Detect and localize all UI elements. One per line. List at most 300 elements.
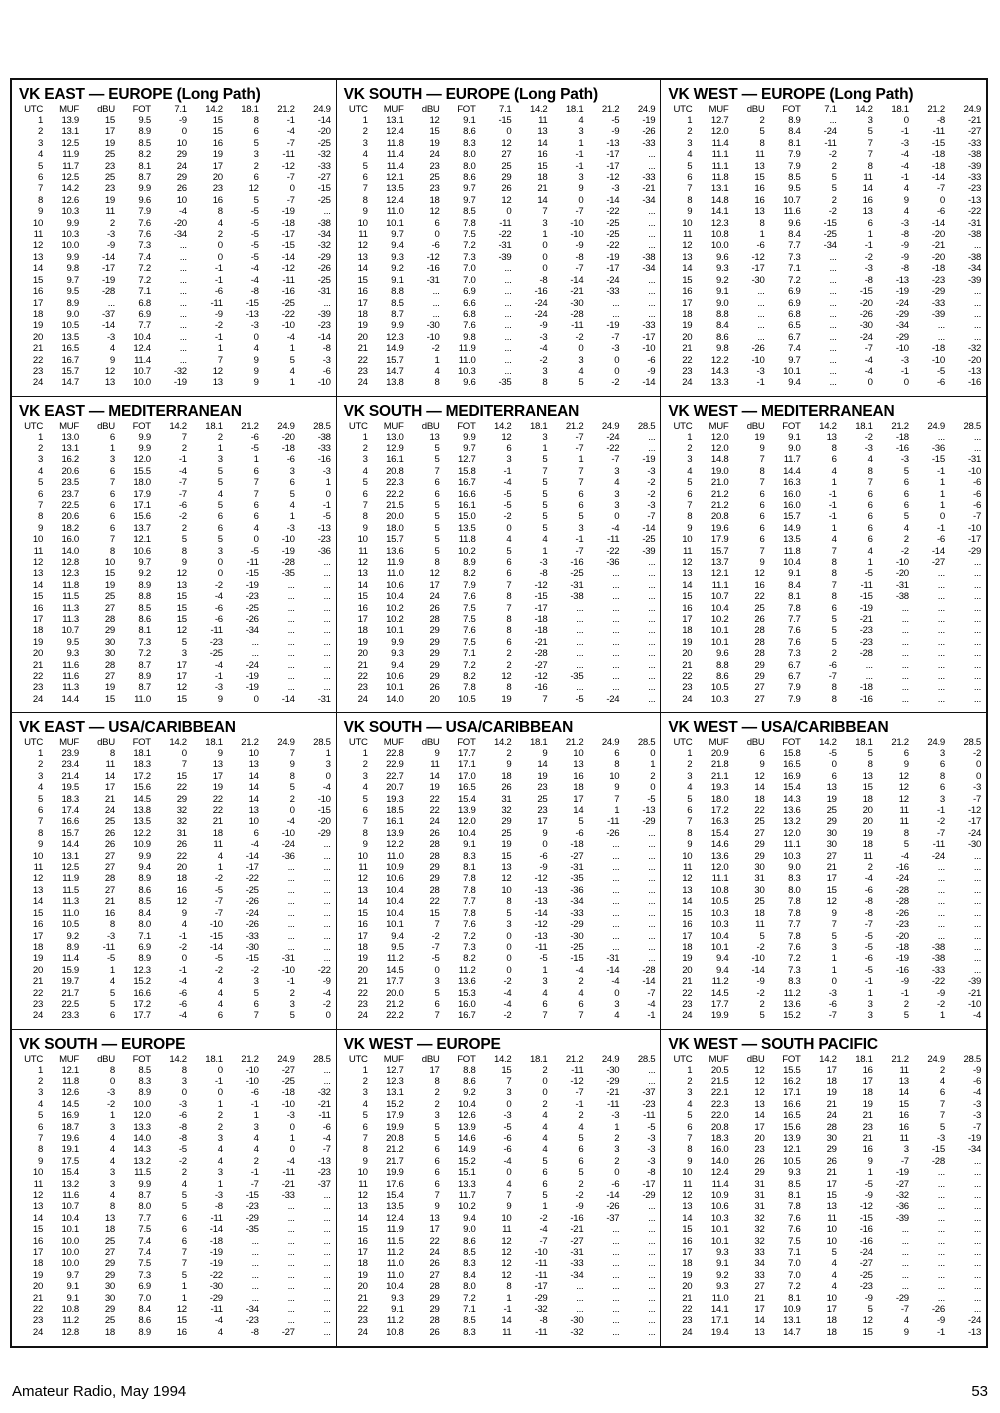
table-cell: 6 [687, 1121, 693, 1133]
table-cell: 7 [542, 465, 548, 477]
table-cell: 9 [759, 556, 765, 568]
table-row [19, 748, 331, 759]
table-cell: ... [937, 636, 945, 648]
table-row [668, 942, 981, 953]
table-row [668, 771, 981, 782]
table-cell: ... [251, 1292, 259, 1304]
table-cell: -15 [931, 137, 945, 149]
table-cell: 24 [176, 160, 187, 172]
table-row [19, 489, 331, 500]
table-cell: 17 [176, 659, 187, 671]
table-cell: ... [937, 591, 945, 603]
table-cell: 12.0 [783, 827, 801, 839]
table-cell: 7 [614, 793, 620, 805]
table-cell: 26 [429, 1258, 440, 1270]
table-cell: 15 [357, 1224, 368, 1236]
table-cell: 13 [357, 251, 368, 263]
table-cell: 7.1 [463, 1304, 476, 1316]
table-cell: ... [504, 263, 512, 275]
table-cell: 20 [357, 1281, 368, 1293]
table-row [344, 1224, 656, 1235]
table-cell: ... [937, 1224, 945, 1236]
table-cell: 6.7 [788, 659, 801, 671]
table-cell: 13.6 [783, 998, 801, 1010]
table-row [668, 660, 981, 671]
table-cell: 20 [212, 172, 223, 184]
table-cell: 13 [754, 1326, 765, 1338]
table-cell: -37 [642, 1087, 656, 1099]
table-cell: 7.3 [788, 251, 801, 263]
table-cell: 13.5 [386, 183, 404, 195]
table-cell: 3 [181, 648, 187, 660]
table-cell: 3 [362, 1087, 368, 1099]
table-cell: 0 [181, 1087, 187, 1099]
table-cell: ... [612, 1247, 620, 1258]
table-cell: 8 [831, 556, 837, 568]
table-row [344, 126, 656, 137]
table-cell: -7 [250, 1178, 259, 1190]
table-row [344, 286, 656, 297]
column-header: dBU [421, 420, 440, 432]
table-cell: ... [648, 591, 656, 603]
table-cell: -22 [606, 206, 620, 218]
table-cell: -2 [214, 873, 223, 885]
table-cell: -23 [859, 636, 873, 648]
table-cell: ... [287, 1315, 295, 1327]
table-cell: 5 [181, 534, 187, 546]
table-row [19, 828, 331, 839]
table-cell: 7 [831, 579, 837, 591]
table-cell: 17 [682, 1247, 693, 1258]
table-cell: 13.9 [61, 115, 79, 126]
table-cell: 10.9 [783, 1304, 801, 1316]
table-cell: -38 [968, 229, 981, 241]
table-cell: 14 [537, 137, 548, 149]
table-cell: 14 [537, 194, 548, 206]
table-cell: 7 [181, 1247, 187, 1258]
table-row [344, 1190, 656, 1201]
table-cell: -30 [606, 1064, 620, 1076]
column-header: 24.9 [927, 737, 945, 748]
column-header: 18.1 [529, 1053, 548, 1065]
table-cell: -39 [642, 545, 656, 557]
table-row [19, 309, 331, 320]
table-row [344, 546, 656, 557]
table-row [19, 218, 331, 229]
table-header-row [344, 1054, 656, 1065]
table-cell: -3 [106, 331, 115, 343]
table-row [344, 466, 656, 477]
table-cell: 18.0 [133, 477, 151, 489]
table-cell: -7 [864, 919, 873, 931]
table-row [668, 275, 981, 286]
table-row [344, 263, 656, 274]
table-cell: 4 [687, 782, 693, 794]
table-row [668, 953, 981, 964]
table-cell: -23 [317, 1167, 331, 1179]
table-cell: -14 [606, 194, 620, 206]
table-cell: -7 [611, 454, 620, 466]
table-cell: 11.5 [62, 884, 79, 896]
table-cell: -19 [642, 115, 656, 126]
table-cell: 5 [542, 1189, 548, 1201]
table-cell: 2 [253, 160, 259, 172]
table-cell: 5 [578, 816, 584, 828]
table-cell: -10 [317, 377, 331, 389]
table-cell: -1 [250, 1167, 259, 1179]
table-cell: 13.5 [783, 534, 801, 546]
table-cell: 5 [434, 1132, 440, 1144]
table-cell: 9 [687, 1155, 693, 1167]
table-cell: -25 [317, 194, 331, 206]
table-cell: ... [973, 625, 981, 637]
table-cell: 17 [32, 930, 43, 942]
table-cell: 9.4 [463, 1212, 476, 1224]
table-cell: 12 [501, 1247, 512, 1258]
table-cell: 16 [357, 1235, 368, 1247]
table-cell: -5 [647, 793, 656, 805]
table-cell: 13.1 [710, 183, 729, 195]
table-cell: 11.4 [711, 1178, 729, 1190]
table-cell: -26 [931, 1304, 945, 1316]
table-cell: ... [973, 442, 981, 454]
table-cell: ... [323, 1315, 331, 1327]
table-cell: -4 [503, 477, 512, 489]
table-cell: 16 [682, 919, 693, 931]
table-cell: ... [937, 1189, 945, 1201]
table-cell: 12.5 [61, 137, 79, 149]
table-cell: 8 [506, 682, 512, 694]
table-cell: 10 [682, 850, 693, 862]
table-cell: 19.9 [386, 1167, 404, 1179]
table-cell: -36 [317, 545, 331, 557]
table-row [344, 432, 656, 443]
table-cell: 8.9 [138, 1326, 151, 1338]
table-row [668, 908, 981, 919]
table-cell: 9 [434, 748, 440, 759]
table-cell: 5 [867, 748, 873, 759]
table-cell: 14.9 [386, 343, 404, 355]
table-row [344, 183, 656, 194]
table-cell: 10.1 [710, 1235, 729, 1247]
table-cell: 21.8 [710, 759, 729, 771]
table-cell: 20.8 [710, 511, 729, 523]
column-header: UTC [348, 737, 368, 748]
table-cell: 14 [32, 263, 43, 275]
table-cell: ... [757, 308, 765, 320]
table-cell: 6 [542, 998, 548, 1010]
table-cell: 12 [357, 556, 368, 568]
table-cell: ... [648, 682, 656, 694]
table-cell: 8 [903, 827, 909, 839]
table-cell: 1 [181, 1281, 187, 1293]
table-cell: -2 [575, 331, 584, 343]
table-cell: 15.7 [710, 545, 729, 557]
table-cell: ... [901, 1269, 909, 1281]
table-row [668, 454, 981, 465]
table-cell: -30 [570, 930, 584, 942]
table-cell: -5 [828, 748, 837, 759]
table-cell: ... [937, 884, 945, 896]
table-cell: 15 [176, 602, 187, 614]
table-cell: -21 [968, 115, 981, 126]
table-cell: -24 [968, 827, 981, 839]
table-row [344, 489, 656, 500]
table-cell: ... [648, 1258, 656, 1270]
table-cell: 8.6 [463, 1235, 476, 1247]
table-cell: 8.5 [463, 1315, 476, 1327]
table-cell: 6 [867, 488, 873, 500]
table-cell: 11 [105, 206, 115, 218]
table-row [19, 1087, 331, 1098]
table-cell: -1 [503, 465, 512, 477]
column-header: dBU [97, 104, 115, 115]
table-row [344, 1010, 656, 1021]
table-cell: -29 [209, 1292, 223, 1304]
table-cell: ... [829, 274, 837, 286]
table-cell: -8 [864, 907, 873, 919]
table-cell: 17 [212, 770, 223, 782]
table-cell: ... [937, 1201, 945, 1213]
table-cell: -1 [936, 465, 945, 477]
table-cell: 28 [104, 614, 115, 625]
table-cell: 24 [32, 693, 43, 705]
table-cell: 9.1 [391, 274, 404, 286]
table-cell: -4 [900, 850, 909, 862]
table-cell: -1 [322, 499, 331, 511]
table-cell: ... [287, 1247, 295, 1258]
table-cell: 6 [867, 511, 873, 523]
table-cell: -11 [210, 1212, 223, 1224]
table-cell: ... [323, 568, 331, 580]
table-header-row [668, 737, 981, 748]
table-cell: 6 [253, 465, 259, 477]
column-header: 14.2 [205, 104, 223, 115]
table-cell: 19 [862, 1098, 873, 1110]
table-cell: 8.3 [463, 850, 476, 862]
table-cell: -6 [322, 365, 331, 377]
table-cell: 11.1 [711, 873, 729, 885]
table-cell: 6 [434, 1144, 440, 1156]
table-cell: 21 [862, 1132, 873, 1144]
table-cell: -14 [931, 545, 945, 557]
table-cell: -4 [539, 1224, 548, 1236]
table-cell: ... [323, 850, 331, 862]
table-header-row [668, 1054, 981, 1065]
table-cell: -14 [534, 907, 548, 919]
table-cell: ... [648, 862, 656, 874]
table-cell: 7.2 [463, 659, 476, 671]
table-cell: 7 [506, 1189, 512, 1201]
table-cell: 30 [104, 648, 115, 660]
table-cell: 16 [898, 1121, 909, 1133]
table-cell: 8.1 [138, 625, 151, 637]
table-cell: 11 [33, 545, 43, 557]
table-row [668, 1247, 981, 1258]
table-cell: 7.0 [788, 1269, 801, 1281]
table-cell: 3 [325, 759, 331, 771]
table-cell: 17 [104, 126, 115, 138]
table-cell: 18 [357, 1258, 368, 1270]
column-header: MUF [59, 104, 79, 115]
table-cell: 6 [831, 602, 837, 614]
table-row [19, 580, 331, 591]
forecast-panel [337, 713, 662, 1030]
table-cell: 3 [37, 137, 43, 149]
table-cell: 8.8 [715, 659, 729, 671]
table-row [668, 976, 981, 987]
table-cell: ... [648, 659, 656, 671]
table-cell: 5 [939, 1121, 945, 1133]
table-cell: -7 [539, 1235, 548, 1247]
table-cell: -4 [611, 976, 620, 988]
table-cell: 7.1 [138, 930, 151, 942]
table-cell: 10.4 [133, 331, 151, 343]
table-cell: 13 [537, 126, 548, 138]
table-cell: 21 [357, 976, 368, 988]
table-cell: 12.3 [386, 331, 404, 343]
table-cell: -28 [895, 896, 909, 908]
table-cell: 13.7 [710, 556, 729, 568]
table-cell: 7 [578, 465, 584, 477]
table-cell: -8 [539, 568, 548, 580]
table-cell: -7 [214, 896, 223, 908]
table-cell: 11.6 [62, 1189, 79, 1201]
table-cell: 8.1 [788, 1189, 801, 1201]
table-cell: -34 [173, 229, 187, 241]
table-row [668, 1010, 981, 1021]
table-cell: 21 [682, 659, 693, 671]
table-cell: 6 [831, 454, 837, 466]
table-cell: 6 [614, 748, 620, 759]
table-cell: 5 [434, 1121, 440, 1133]
table-cell: 16 [32, 286, 43, 298]
table-cell: 9 [578, 183, 584, 195]
table-row [668, 965, 981, 976]
table-cell: 0 [253, 331, 259, 343]
table-cell: -8 [214, 1201, 223, 1213]
table-cell: 7.5 [463, 636, 476, 648]
table-cell: 10.6 [133, 545, 151, 557]
table-cell: 14 [501, 1315, 512, 1327]
table-cell: 13 [248, 805, 259, 817]
table-cell: -11 [102, 941, 115, 953]
table-row [19, 816, 331, 827]
table-cell: -27 [534, 659, 548, 671]
table-cell: 18 [357, 308, 368, 320]
table-cell: 10 [682, 1167, 693, 1179]
table-cell: 9 [37, 1155, 43, 1167]
table-cell: 7.8 [463, 873, 476, 885]
table-cell: ... [829, 343, 837, 355]
table-cell: -34 [642, 194, 656, 206]
table-cell: 5 [289, 1010, 295, 1022]
table-cell: -2 [178, 941, 187, 953]
table-cell: 14 [357, 1212, 368, 1224]
table-cell: -12 [534, 873, 548, 885]
table-cell: -25 [209, 648, 223, 660]
footer-page-number: 53 [971, 1383, 988, 1400]
table-cell: -5 [503, 488, 512, 500]
table-cell: -24 [245, 907, 259, 919]
table-cell: 0 [542, 839, 548, 851]
table-cell: 9.3 [715, 1247, 729, 1258]
table-cell: 22 [357, 354, 368, 366]
table-cell: 20.8 [386, 1132, 404, 1144]
table-cell: 5 [253, 137, 259, 149]
table-cell: 14.9 [783, 522, 801, 534]
table-cell: -1 [900, 987, 909, 999]
table-cell: 0 [181, 126, 187, 138]
table-cell: -34 [317, 229, 331, 241]
table-row [19, 320, 331, 331]
table-header-row [344, 421, 656, 432]
table-cell: -11 [210, 297, 223, 309]
table-cell: 1 [831, 477, 837, 489]
table-row [19, 1258, 331, 1269]
table-cell: 15 [104, 568, 115, 580]
table-row [19, 126, 331, 137]
table-cell: 4 [253, 522, 259, 534]
table-cell: 8.8 [715, 308, 729, 320]
table-cell: 14.4 [783, 465, 801, 477]
table-cell: 22 [357, 671, 368, 683]
table-cell: 4 [542, 1132, 548, 1144]
table-cell: ... [251, 1247, 259, 1258]
table-cell: 17.0 [458, 770, 476, 782]
table-row [668, 489, 981, 500]
table-cell: 19 [357, 636, 368, 648]
table-cell: 7.2 [138, 263, 151, 275]
table-cell: ... [179, 286, 187, 298]
table-cell: 8.9 [66, 297, 79, 309]
table-cell: 13.2 [61, 1178, 79, 1190]
table-cell: 7 [362, 183, 368, 195]
forecast-table [668, 737, 981, 1022]
table-cell: 27 [104, 862, 115, 874]
table-cell: ... [107, 297, 115, 309]
column-header: UTC [24, 420, 43, 432]
table-cell: 23.7 [61, 488, 79, 500]
table-cell: 8.9 [66, 941, 79, 953]
table-cell: 12 [32, 1189, 43, 1201]
table-cell: 9.4 [788, 377, 801, 389]
table-cell: 4 [903, 183, 909, 195]
table-cell: ... [901, 1281, 909, 1293]
table-cell: -18 [931, 343, 945, 355]
table-cell: ... [937, 1247, 945, 1258]
table-cell: 10.1 [710, 625, 729, 637]
table-cell: 1 [939, 1010, 945, 1022]
table-cell: -5 [250, 442, 259, 454]
table-cell: 8 [37, 827, 43, 839]
table-cell: 6 [867, 499, 873, 511]
table-cell: 16 [754, 579, 765, 591]
table-cell: 23 [429, 183, 440, 195]
table-cell: -9 [539, 320, 548, 332]
table-cell: -31 [606, 953, 620, 965]
table-cell: 7 [181, 759, 187, 771]
table-row [19, 252, 331, 263]
table-cell: 5 [434, 454, 440, 466]
table-cell: 22.3 [710, 1098, 729, 1110]
table-cell: -3 [214, 682, 223, 694]
table-cell: -19 [173, 377, 187, 389]
table-cell: 13.9 [458, 805, 476, 817]
table-cell: 4 [217, 1155, 223, 1167]
table-cell: 11.2 [386, 1247, 404, 1258]
table-cell: 4 [217, 217, 223, 229]
